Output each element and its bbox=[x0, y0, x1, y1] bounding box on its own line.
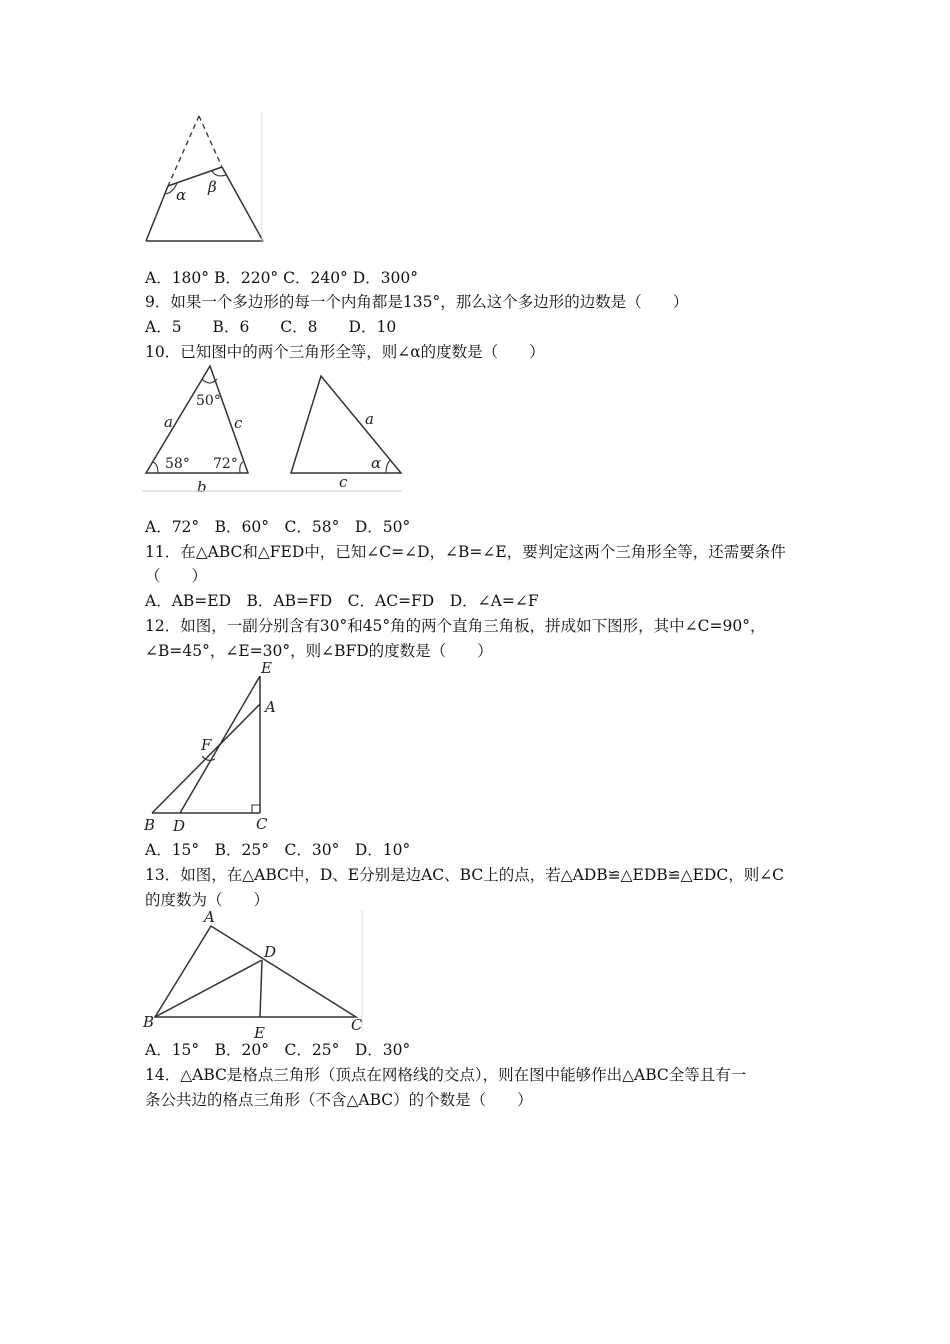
q10-t1-side-a: a bbox=[164, 413, 173, 431]
q10-options: A．72° B．60° C．58° D．50° bbox=[145, 518, 411, 536]
q8-alpha-label: α bbox=[176, 186, 187, 204]
q10-figure bbox=[140, 362, 410, 497]
q11-stem-line2: （ ） bbox=[145, 567, 208, 585]
q10-t1-left-angle: 58° bbox=[165, 456, 190, 472]
q12-label-c: C bbox=[256, 815, 268, 833]
q10-t1-top-angle: 50° bbox=[196, 393, 221, 409]
q11-stem-line1: 11．在△ABC和△FED中，已知∠C=∠D，∠B=∠E，要判定这两个三角形全等，还需要条件 bbox=[145, 543, 786, 561]
q12-options: A．15° B．25° C．30° D．10° bbox=[145, 841, 411, 859]
q13-stem-line1: 13．如图，在△ABC中，D、E分别是边AC、BC上的点，若△ADB≌△EDB≌△EDC，则∠C bbox=[145, 866, 785, 884]
q10-t1-side-b: b bbox=[197, 478, 207, 496]
q13-label-c: C bbox=[351, 1016, 363, 1034]
q10-stem: 10．已知图中的两个三角形全等，则∠α的度数是（ ） bbox=[145, 343, 545, 361]
q13-figure bbox=[140, 908, 370, 1042]
q12-stem-line2: ∠B=45°，∠E=30°，则∠BFD的度数是（ ） bbox=[145, 642, 493, 660]
q14-stem-line1: 14．△ABC是格点三角形（顶点在网格线的交点），则在图中能够作出△ABC全等且有一 bbox=[145, 1066, 747, 1084]
q8-options: A．180° B．220° C．240° D．300° bbox=[145, 269, 418, 287]
q9-options: A．5 B．6 C．8 D．10 bbox=[145, 318, 397, 336]
q13-label-b: B bbox=[143, 1013, 155, 1031]
q12-stem-line1: 12．如图，一副分别含有30°和45°角的两个直角三角板，拼成如下图形，其中∠C=90°， bbox=[145, 617, 766, 635]
q12-figure bbox=[140, 660, 280, 835]
q10-t2-side-a: a bbox=[365, 410, 374, 428]
q12-label-d: D bbox=[173, 817, 186, 835]
q8-figure bbox=[140, 110, 270, 250]
q12-label-a: A bbox=[265, 698, 276, 716]
q10-t1-side-c: c bbox=[234, 414, 243, 432]
q14-stem-line2: 条公共边的格点三角形（不含△ABC）的个数是（ ） bbox=[145, 1091, 533, 1109]
q12-label-b: B bbox=[144, 816, 156, 834]
q13-stem-line2: 的度数为（ ） bbox=[145, 891, 270, 909]
q12-label-e: E bbox=[261, 659, 272, 677]
q10-t1-right-angle: 72° bbox=[213, 456, 238, 472]
q13-label-d: D bbox=[264, 943, 277, 961]
q13-label-e: E bbox=[254, 1024, 265, 1042]
q11-options: A．AB=ED B．AB=FD C．AC=FD D．∠A=∠F bbox=[145, 592, 539, 610]
q10-t2-angle: α bbox=[371, 454, 382, 472]
q10-t2-side-c: c bbox=[339, 473, 348, 491]
q12-label-f: F bbox=[201, 736, 212, 754]
q8-beta-label: β bbox=[208, 178, 217, 196]
q13-label-a: A bbox=[204, 908, 215, 926]
q13-options: A．15° B．20° C．25° D．30° bbox=[145, 1041, 411, 1059]
q9-stem: 9．如果一个多边形的每一个内角都是135°，那么这个多边形的边数是（ ） bbox=[145, 293, 689, 311]
